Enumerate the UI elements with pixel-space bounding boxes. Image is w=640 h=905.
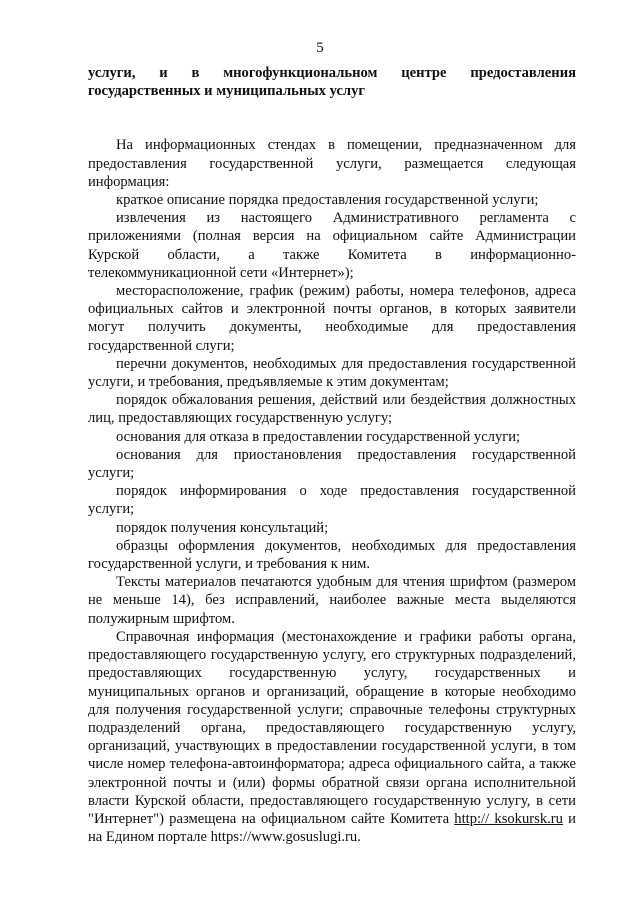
list-item-refusal-grounds: основания для отказа в предоставлении государственной услуги; bbox=[116, 428, 521, 445]
reference-text-start: Справочная информация (местонахождение и графики работы органа, предоставляющего государственную услугу, его структурных подразделений, предоставляющих государственную услугу, государственных и муниципальных органов и организаций, обращение в которые необходимо для получения государственной услуги; справочные телефоны структурных подразделений органа, предоставляющего государственную услугу, организаций, участвующих в предоставлении государственной услуги, в том числе номер телефона-автоинформатора; адреса официального сайта, а также электронной почты и (или) формы обратной связи органа исполнительной власти Курской области, предоставляющего государственную услугу, в сети "Интернет") размещена на официальном сайте Комитета bbox=[88, 628, 576, 827]
committee-site-link[interactable]: http:// ksokursk.ru bbox=[454, 810, 563, 827]
section-heading: услуги, и в многофункциональном центре предоставления государственных и муниципальных услуг bbox=[88, 65, 576, 100]
list-item-description: краткое описание порядка предоставления государственной услуги; bbox=[116, 192, 539, 209]
paragraph-font-requirements: Тексты материалов печатаются удобным для чтения шрифтом (размером не меньше 14), без исправлений, наиболее важные места выделяются полужирным шрифтом. bbox=[88, 574, 576, 627]
document-body bbox=[88, 64, 576, 846]
list-item-document-lists: перечни документов, необходимых для предоставления государственной услуги, и требования, предъявляемые к этим документам; bbox=[88, 355, 576, 391]
page-number: 5 bbox=[316, 40, 324, 56]
paragraph-reference-info bbox=[88, 628, 576, 846]
list-item-appeal-procedure: порядок обжалования решения, действий или бездействия должностных лиц, предоставляющих государственную услугу; bbox=[88, 392, 576, 427]
list-item-sample-forms: образцы оформления документов, необходимых для предоставления государственной услуги, и требования к ним. bbox=[88, 537, 576, 573]
list-item-consultations: порядок получения консультаций; bbox=[116, 519, 329, 536]
reference-text-end: и на Едином портале https://www.gosuslugi.ru. bbox=[88, 810, 576, 846]
list-item-extracts: извлечения из настоящего Административного регламента с приложениями (полная версия на официальном сайте Администрации Курской области, а также Комитета в информационно-телекоммуникационной сети «Интернет»); bbox=[88, 210, 576, 281]
list-item-location-schedule: месторасположение, график (режим) работы, номера телефонов, адреса официальных сайтов и электронной почты органов, в которых заявители могут получить документы, необходимые для предоставления государственной слуги; bbox=[88, 283, 576, 354]
list-item-progress-info: порядок информирования о ходе предоставления государственной услуги; bbox=[88, 483, 576, 518]
list-item-suspension-grounds: основания для приостановления предоставления государственной услуги; bbox=[88, 446, 576, 482]
paragraph-intro: На информационных стендах в помещении, предназначенном для предоставления государственной услуги, размещается следующая информация: bbox=[88, 137, 576, 190]
